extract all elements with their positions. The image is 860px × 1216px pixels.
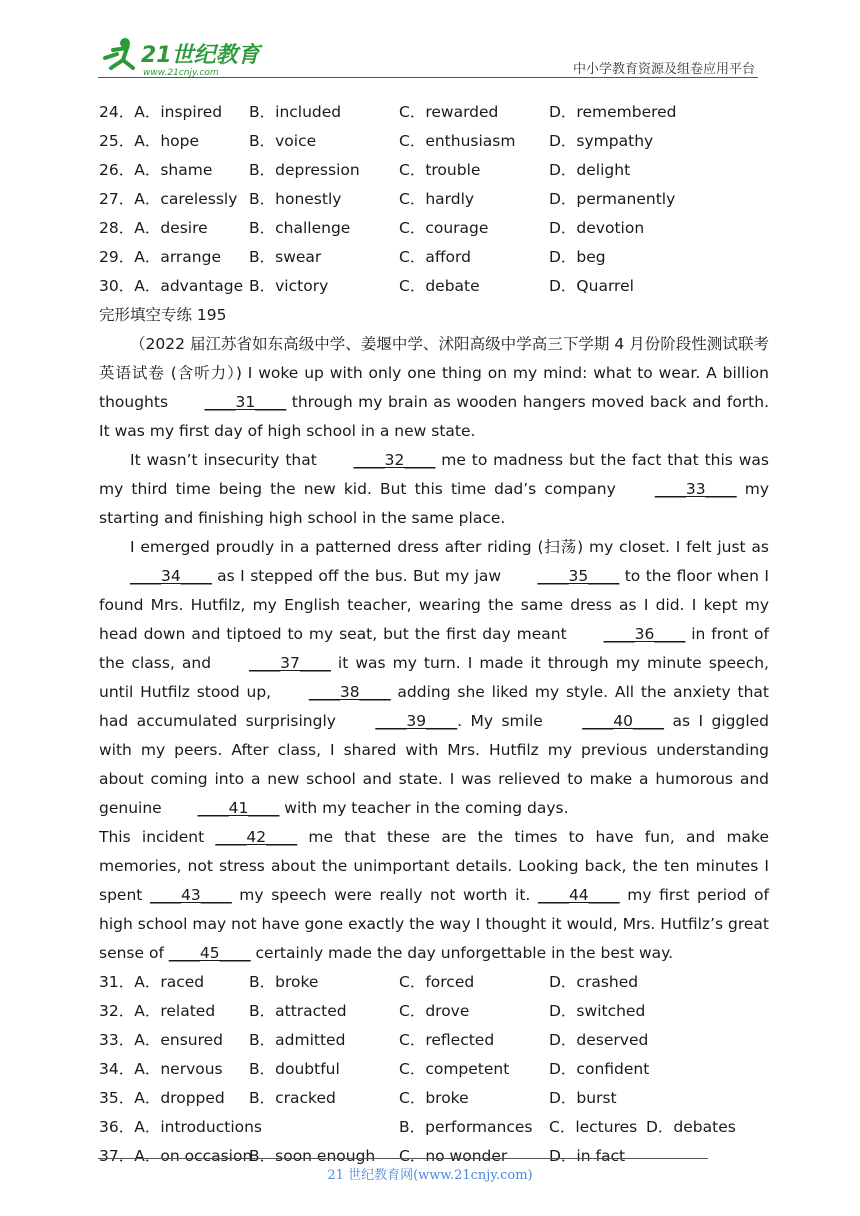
question-number: 25． <box>99 132 135 150</box>
option-row <box>99 214 769 243</box>
header-divider <box>98 77 758 78</box>
option-c: C．forced <box>399 973 475 991</box>
question-number: 24． <box>99 103 135 121</box>
blank-40: ____40____ <box>582 712 664 730</box>
option-a: A．on occasion <box>134 1147 253 1165</box>
option-c: C．drove <box>399 1002 470 1020</box>
option-d: D．sympathy <box>549 132 654 150</box>
option-d: D．permanently <box>549 190 676 208</box>
option-b: B．performances <box>399 1118 533 1136</box>
option-row <box>99 156 769 185</box>
passage-paragraph-3: I emerged proudly in a patterned dress after riding (扫荡) my closet. I felt just as ____34____ as I stepped off the bus. But my jaw ____35____ to the floor when I found Mrs. Hutfilz, my English teacher, wearing the same dress as I did. I kept my head down and tiptoed to my seat, but the first day meant ____36____ in front of the class, and ____37____ it was my turn. I made it through my minute speech, until Hutfilz stood up, ____38____ adding she liked my style. All the anxiety that had accumulated surprisingly ____39____. My smile ____40____ as I giggled with my peers. After class, I shared with Mrs. Hutfilz my previous understanding about coming into a new school and state. I was relieved to make a humorous and genuine ____41____ with my teacher in the coming days. <box>99 533 769 823</box>
option-a: A．desire <box>134 219 208 237</box>
option-c: C．lectures <box>549 1118 638 1136</box>
options-list-24-30 <box>99 98 769 301</box>
blank-36: ____36____ <box>603 625 686 643</box>
option-c: C．afford <box>399 248 471 266</box>
option-a: A．related <box>134 1002 216 1020</box>
option-a: A．raced <box>134 973 205 991</box>
option-d: D．Quarrel <box>549 277 634 295</box>
passage-paragraph-4: This incident ____42____ me that these are the times to have fun, and make memories, not stress about the unimportant details. Looking back, the ten minutes I spent ____43____ my speech were really not worth it. ____44____ my first period of high school may not have gone exactly the way I thought it would, Mrs. Hutfilz’s great sense of ____45____ certainly made the day unforgettable in the best way. <box>99 823 769 968</box>
option-d: D．crashed <box>549 973 639 991</box>
option-row-36: 36．A．introductions B．performances C．lectures D．debates <box>99 1113 769 1142</box>
option-a: A．carelessly <box>134 190 238 208</box>
option-row <box>99 1026 769 1055</box>
option-a: A．shame <box>134 161 213 179</box>
blank-42: ____42____ <box>215 828 298 846</box>
option-row-37: 37．A．on occasion B．soon enough C．no wonder D．in fact <box>99 1142 769 1171</box>
option-row <box>99 997 769 1026</box>
option-b: B．included <box>249 103 342 121</box>
option-row <box>99 968 769 997</box>
option-c: C．courage <box>399 219 489 237</box>
blank-44: ____44____ <box>537 886 620 904</box>
option-d: D．remembered <box>549 103 677 121</box>
option-c: C．enthusiasm <box>399 132 516 150</box>
option-d: D．devotion <box>549 219 645 237</box>
passage-paragraph-1: （2022 届江苏省如东高级中学、姜堰中学、沭阳高级中学高三下学期 4 月份阶段性测试联考英语试卷 (含听力）) I woke up with only one thing on my mind: what to wear. A billion thoughts ____31____ through my brain as wooden hangers moved back and forth. It was my first day of high school in a new state. <box>99 335 769 440</box>
option-b: B．voice <box>249 132 317 150</box>
option-a: A．arrange <box>134 248 222 266</box>
question-number: 27． <box>99 190 135 208</box>
question-number: 34． <box>99 1060 135 1078</box>
blank-33: ____33____ <box>654 480 737 498</box>
option-b: B．challenge <box>249 219 351 237</box>
option-b: B．depression <box>249 161 360 179</box>
blank-43: ____43____ <box>149 886 232 904</box>
footer-divider <box>98 1158 708 1159</box>
option-row <box>99 127 769 156</box>
option-d: D．switched <box>549 1002 646 1020</box>
document-body <box>99 98 769 1171</box>
option-d: D．deserved <box>549 1031 649 1049</box>
blank-41: ____41____ <box>197 799 280 817</box>
option-d: D．beg <box>549 248 606 266</box>
option-a: A．nervous <box>134 1060 223 1078</box>
option-row <box>99 272 769 301</box>
question-number: 30． <box>99 277 135 295</box>
blank-32: ____32____ <box>353 451 436 469</box>
option-d: D．burst <box>549 1089 617 1107</box>
passage-paragraph-2: It wasn’t insecurity that ____32____ me to madness but the fact that this was my third time being the new kid. But this time dad’s company ____33____ my starting and finishing high school in the same place. <box>99 446 769 533</box>
option-b: B．swear <box>249 248 322 266</box>
options-list-31-35 <box>99 968 769 1113</box>
passage-source: （2022 届江苏省如东高级中学、姜堰中学、沭阳高级中学高三下学期 4 月份阶段性测试联考英语试卷 (含听力）) <box>99 335 769 382</box>
question-number: 32． <box>99 1002 135 1020</box>
option-a: A．inspired <box>134 103 223 121</box>
question-number: 29． <box>99 248 135 266</box>
option-row <box>99 1084 769 1113</box>
option-a: A．introductions <box>134 1118 263 1136</box>
option-row <box>99 1055 769 1084</box>
option-c: C．no wonder <box>399 1147 508 1165</box>
svg-text:21世纪教育: 21世纪教育 <box>141 43 260 68</box>
question-number: 31． <box>99 973 135 991</box>
question-number: 26． <box>99 161 135 179</box>
blank-34: ____34____ <box>130 567 212 585</box>
option-row <box>99 98 769 127</box>
section-title: 完形填空专练 195 <box>99 306 227 324</box>
option-b: B．honestly <box>249 190 342 208</box>
blank-38: ____38____ <box>308 683 391 701</box>
question-number: 35． <box>99 1089 135 1107</box>
logo-21cnjy <box>95 34 265 78</box>
blank-45: ____45____ <box>168 944 251 962</box>
option-c: C．competent <box>399 1060 510 1078</box>
option-d: D．delight <box>549 161 631 179</box>
option-b: B．doubtful <box>249 1060 340 1078</box>
option-a: A．ensured <box>134 1031 224 1049</box>
blank-39: ____39____ <box>375 712 458 730</box>
blank-35: ____35____ <box>537 567 620 585</box>
option-a: A．dropped <box>134 1089 225 1107</box>
page-header <box>0 0 860 80</box>
option-d: D．debates <box>646 1118 736 1136</box>
option-b: B．attracted <box>249 1002 347 1020</box>
question-number: 28． <box>99 219 135 237</box>
option-a: A．advantage <box>134 277 244 295</box>
blank-31: ____31____ <box>204 393 287 411</box>
option-row <box>99 243 769 272</box>
option-b: B．broke <box>249 973 319 991</box>
option-c: C．hardly <box>399 190 475 208</box>
footer-text: 21 世纪教育网(www.21cnjy.com) <box>327 1168 533 1183</box>
question-number: 33． <box>99 1031 135 1049</box>
option-c: C．trouble <box>399 161 481 179</box>
option-c: C．broke <box>399 1089 469 1107</box>
option-d: D．confident <box>549 1060 650 1078</box>
option-b: B．admitted <box>249 1031 346 1049</box>
option-row <box>99 185 769 214</box>
option-c: C．rewarded <box>399 103 499 121</box>
svg-text:www.21cnjy.com: www.21cnjy.com <box>143 68 219 78</box>
option-b: B．victory <box>249 277 329 295</box>
option-b: B．soon enough <box>249 1147 376 1165</box>
option-a: A．hope <box>134 132 200 150</box>
option-c: C．reflected <box>399 1031 495 1049</box>
option-d: D．in fact <box>549 1147 626 1165</box>
option-c: C．debate <box>399 277 480 295</box>
option-b: B．cracked <box>249 1089 336 1107</box>
blank-37: ____37____ <box>249 654 331 672</box>
header-platform-text: 中小学教育资源及组卷应用平台 <box>572 62 755 77</box>
